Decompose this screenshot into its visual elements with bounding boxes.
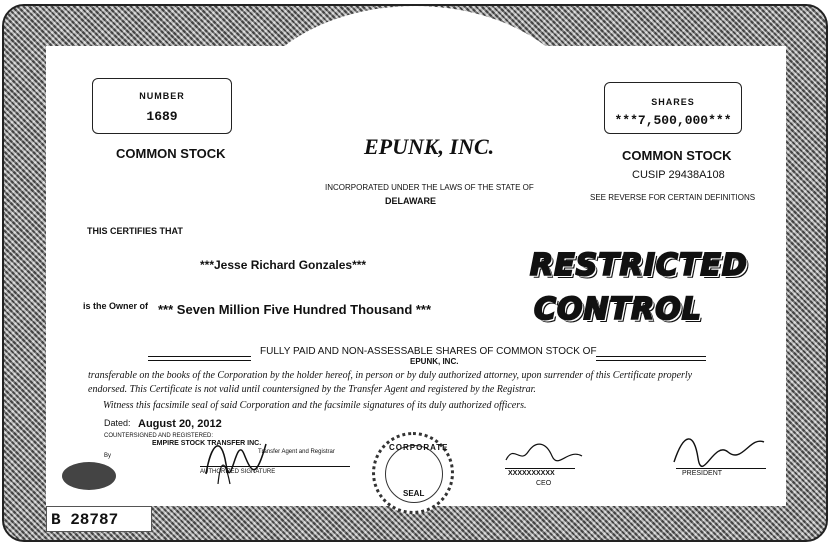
restricted-stamp: RESTRICTED xyxy=(530,248,748,283)
agent-role: Transfer Agent and Registrar xyxy=(258,449,335,455)
incorporated-text: INCORPORATED UNDER THE LAWS OF THE STATE OF xyxy=(325,183,534,192)
ceo-signature-line xyxy=(505,468,575,469)
corporate-seal xyxy=(372,432,454,514)
reverse-note: SEE REVERSE FOR CERTAIN DEFINITIONS xyxy=(590,193,756,202)
president-signature xyxy=(668,428,768,468)
seal-bottom-text: SEAL xyxy=(403,489,425,498)
ceo-signature xyxy=(502,434,586,468)
company-small: EPUNK, INC. xyxy=(410,357,459,366)
president-signature-line xyxy=(676,468,766,469)
rule-left-1 xyxy=(148,356,251,357)
shares-box xyxy=(604,82,742,134)
transfer-text-1: transferable on the books of the Corporation by the holder hereof, in person or by duly authorized attorney, upon surrender of this Certificate properly xyxy=(88,370,693,381)
agent-signature xyxy=(196,424,276,488)
share-words: *** Seven Million Five Hundred Thousand *** xyxy=(158,302,432,317)
left-stock-class: COMMON STOCK xyxy=(116,146,226,161)
witness-text: Witness this facsimile seal of said Corporation and the facsimile signatures of its duly authorized officers. xyxy=(103,400,527,411)
control-stamp: CONTROL xyxy=(534,292,702,327)
serial-number: B 28787 xyxy=(46,506,152,532)
owner-prefix: is the Owner of xyxy=(83,301,149,311)
number-box xyxy=(92,78,232,134)
dated-label: Dated: xyxy=(104,418,131,428)
ceo-label: CEO xyxy=(536,480,552,487)
president-label: PRESIDENT xyxy=(682,470,723,477)
ceo-name: XXXXXXXXXX xyxy=(508,470,555,477)
countersigned-text: COUNTERSIGNED AND REGISTERED: xyxy=(104,433,214,439)
shares-value: ***7,500,000*** xyxy=(614,113,732,128)
seal-top-text: CORPORATE xyxy=(389,443,449,452)
state-text: DELAWARE xyxy=(385,196,437,206)
by-label: By xyxy=(104,453,112,459)
rule-left-2 xyxy=(148,360,251,361)
cusip: CUSIP 29438A108 xyxy=(632,169,725,181)
transfer-text-2: endorsed. This Certificate is not valid until countersigned by the Transfer Agent and registered by the Registrar. xyxy=(88,384,536,395)
agent-name: EMPIRE STOCK TRANSFER INC. xyxy=(152,440,262,447)
company-name: EPUNK, INC. xyxy=(364,134,495,159)
number-value: 1689 xyxy=(146,109,178,124)
number-label: NUMBER xyxy=(139,91,185,101)
right-stock-class: COMMON STOCK xyxy=(622,148,732,163)
shares-label: SHARES xyxy=(651,97,695,107)
certifies-text: THIS CERTIFIES THAT xyxy=(87,226,183,236)
medallion-logo xyxy=(62,462,116,490)
holder-name: ***Jesse Richard Gonzales*** xyxy=(200,258,367,272)
fully-paid-text: FULLY PAID AND NON-ASSESSABLE SHARES OF COMMON STOCK OF xyxy=(260,346,597,357)
authorized-signature-label: AUTHORIZED SIGNATURE xyxy=(200,469,276,475)
rule-right-1 xyxy=(596,356,706,357)
rule-right-2 xyxy=(596,360,706,361)
dated-value: August 20, 2012 xyxy=(138,418,222,430)
